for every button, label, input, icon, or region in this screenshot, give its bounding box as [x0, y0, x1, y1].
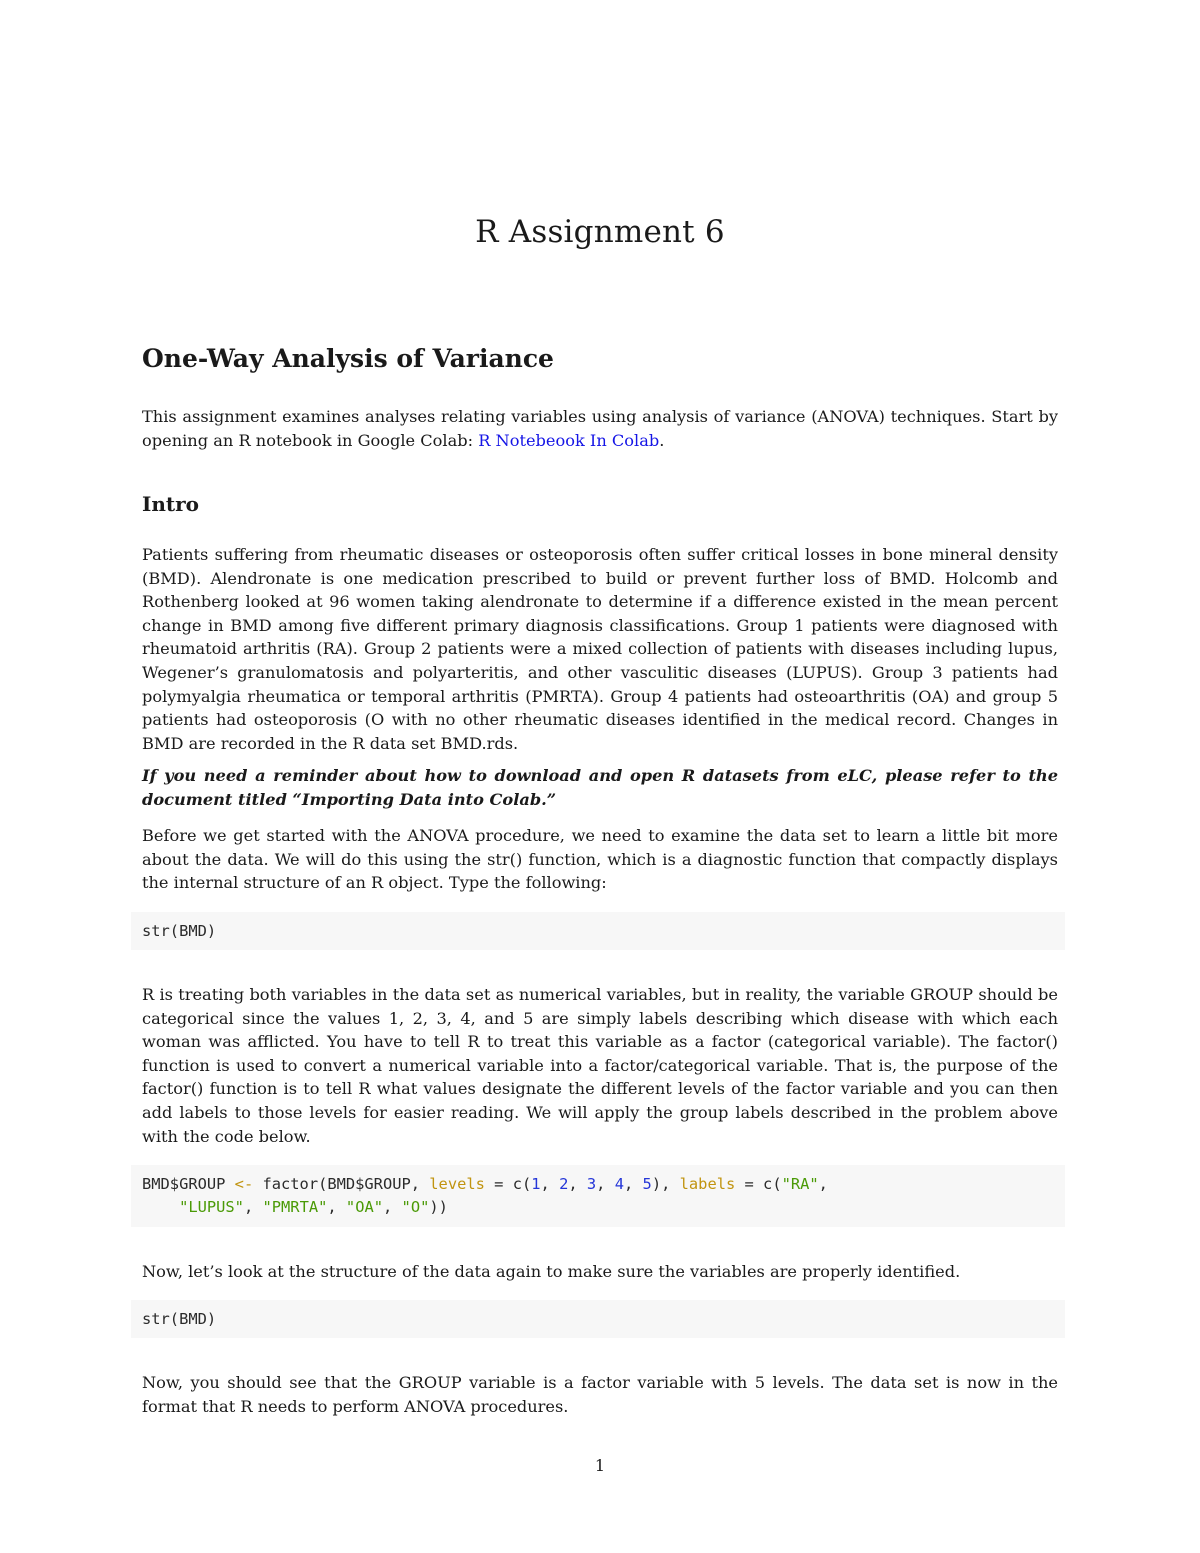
paragraph-factor-result: Now, you should see that the GROUP variable is a factor variable with 5 levels. The data set is now in the format that R needs to perform ANOVA procedures.: [142, 1373, 1058, 1416]
intro-paragraph: [142, 405, 1058, 452]
paragraph-factor-explanation: R is treating both variables in the data set as numerical variables, but in reality, the variable GROUP should be categorical since the values 1, 2, 3, 4, and 5 are simply labels describing which disease with which each woman was afflicted. You have to tell R to treat this variable as a factor (categorical variable). The factor() function is used to convert a numerical variable into a factor/categorical variable. That is, the purpose of the factor() function is to tell R what values designate the different levels of the factor variable and you can then add labels to those levels for easier reading. We will apply the group labels described in the problem above with the code below.: [142, 985, 1058, 1146]
intro-text: This assignment examines analyses relating variables using analysis of variance (ANOVA) techniques. Start by opening an R notebook in Google Colab:: [142, 407, 1058, 450]
code-block-factor: BMD$GROUP <- factor(BMD$GROUP, levels = c(1, 2, 3, 4, 5), labels = c("RA", "LUPUS", "PMRTA", "OA", "O")): [131, 1165, 1065, 1227]
code-line: str(BMD): [142, 922, 217, 940]
page-number: 1: [594, 1456, 606, 1475]
code-block-str-2: [131, 1300, 1065, 1338]
paragraph-background: Patients suffering from rheumatic diseases or osteoporosis often suffer critical losses in bone mineral density (BMD). Alendronate is one medication prescribed to build or prevent further loss of BMD. Holcomb and Rothenberg looked at 96 women taking alendronate to determine if a difference existed in the mean percent change in BMD among five different primary diagnosis classifications. Group 1 patients were diagnosed with rheumatoid arthritis (RA). Group 2 patients were a mixed collection of patients with diseases including lupus, Wegener’s granulomatosis and polyarteritis, and other vasculitic diseases (LUPUS). Group 3 patients had polymyalgia rheumatica or temporal arthritis (PMRTA). Group 4 patients had osteoarthritis (OA) and group 5 patients had osteoporosis (O with no other rheumatic diseases identified in the medical record. Changes in BMD are recorded in the R data set BMD.rds.: [142, 545, 1058, 753]
code-line: str(BMD): [142, 1310, 217, 1328]
reminder-note: If you need a reminder about how to download and open R datasets from eLC, please refer to the document titled “Importing Data into Colab.”: [142, 766, 1058, 809]
paragraph-check-structure: Now, let’s look at the structure of the data again to make sure the variables are properly identified.: [142, 1262, 961, 1281]
paragraph-str-intro: Before we get started with the ANOVA procedure, we need to examine the data set to learn a little bit more about the data. We will do this using the str() function, which is a diagnostic function that compactly displays the internal structure of an R object. Type the following:: [142, 826, 1058, 893]
colab-notebook-link[interactable]: R Notebeook In Colab: [478, 430, 660, 450]
document-title: R Assignment 6: [475, 214, 725, 250]
code-block-str-1: [131, 912, 1065, 950]
subsection-title-intro: Intro: [142, 492, 200, 516]
intro-period: .: [659, 430, 665, 450]
section-title: One-Way Analysis of Variance: [142, 344, 554, 373]
